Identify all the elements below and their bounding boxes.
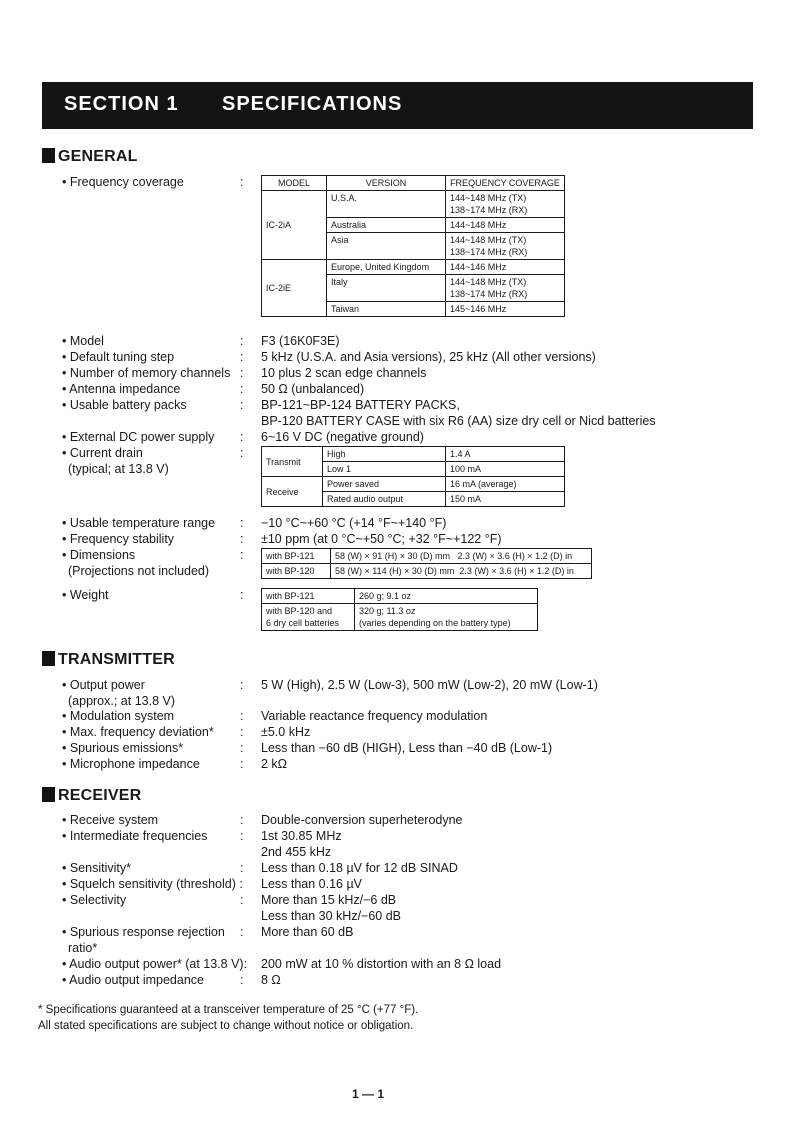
antenna-label: • Antenna impedance: [62, 382, 181, 396]
selectivity-value-2: Less than 30 kHz/−60 dB: [261, 909, 402, 923]
spurious-rejection-sub: ratio*: [68, 941, 98, 955]
weight-label: • Weight: [62, 588, 109, 602]
selectivity-value-1: More than 15 kHz/−6 dB: [261, 893, 397, 907]
intermediate-value-2: 2nd 455 kHz: [261, 845, 332, 859]
footnote-change-notice: All stated specifications are subject to change without notice or obligation.: [38, 1020, 414, 1032]
antenna-value: 50 Ω (unbalanced): [261, 382, 365, 396]
dimensions-label: • Dimensions: [62, 548, 136, 562]
model-label: • Model: [62, 334, 104, 348]
table-row: with BP-120 and 6 dry cell batteries 320 g; 11.3 oz (varies depending on the battery type): [262, 604, 538, 631]
battery-value-1: BP-121~BP-124 BATTERY PACKS,: [261, 398, 460, 412]
audio-impedance-value: 8 Ω: [261, 973, 281, 987]
modulation-label: • Modulation system: [62, 709, 175, 723]
bullet-square-icon: [42, 787, 55, 802]
weight-table: [261, 588, 538, 631]
microphone-value: 2 kΩ: [261, 757, 288, 771]
table-header-row: MODEL VERSION FREQUENCY COVERAGE: [262, 176, 565, 191]
microphone-label: • Microphone impedance: [62, 757, 200, 771]
sensitivity-value: Less than 0.18 µV for 12 dB SINAD: [261, 861, 458, 875]
spurious-value: Less than −60 dB (HIGH), Less than −40 dB (Low-1): [261, 741, 553, 755]
output-power-label: • Output power: [62, 678, 145, 692]
dc-supply-label: • External DC power supply: [62, 430, 215, 444]
intermediate-label: • Intermediate frequencies: [62, 829, 208, 843]
table-row: IC-2iE Europe, United Kingdom 144~146 MHz: [262, 260, 565, 275]
deviation-value: ±5.0 kHz: [261, 725, 311, 739]
model-cell: IC-2iA: [262, 191, 327, 260]
table-row: with BP-120 58 (W) × 114 (H) × 30 (D) mm 2.3 (W) × 3.6 (H) × 1.2 (D) in: [262, 564, 592, 579]
temperature-value: −10 °C~+60 °C (+14 °F~+140 °F): [261, 516, 447, 530]
temperature-label: • Usable temperature range: [62, 516, 216, 530]
current-drain-label: • Current drain: [62, 446, 143, 460]
frequency-stability-label: • Frequency stability: [62, 532, 175, 546]
table-row: Taiwan 145~146 MHz: [262, 302, 565, 317]
table-row: IC-2iA U.S.A. 144~148 MHz (TX) 138~174 MHz (RX): [262, 191, 565, 218]
deviation-label: • Max. frequency deviation*: [62, 725, 214, 739]
table-row: Australia 144~148 MHz: [262, 218, 565, 233]
tuning-step-label: • Default tuning step: [62, 350, 175, 364]
table-row: with BP-121 260 g; 9.1 oz: [262, 589, 538, 604]
table-row: Rated audio output 150 mA: [262, 492, 565, 507]
battery-value-2: BP-120 BATTERY CASE with six R6 (AA) size dry cell or Nicd batteries: [261, 414, 656, 428]
memory-channels-label: • Number of memory channels: [62, 366, 231, 380]
output-power-value: 5 W (High), 2.5 W (Low-3), 500 mW (Low-2), 20 mW (Low-1): [261, 678, 598, 692]
receiver-heading: RECEIVER: [42, 787, 141, 805]
tuning-step-value: 5 kHz (U.S.A. and Asia versions), 25 kHz (All other versions): [261, 350, 596, 364]
model-cell: IC-2iE: [262, 260, 327, 317]
dc-supply-value: 6~16 V DC (negative ground): [261, 430, 424, 444]
general-heading: GENERAL: [42, 148, 138, 166]
frequency-stability-value: ±10 ppm (at 0 °C~+50 °C; +32 °F~+122 °F): [261, 532, 502, 546]
frequency-coverage-table: [261, 175, 565, 317]
squelch-value: Less than 0.16 µV: [261, 877, 363, 891]
audio-power-label: • Audio output power* (at 13.8 V):: [62, 957, 248, 971]
model-value: F3 (16K0F3E): [261, 334, 340, 348]
audio-impedance-label: • Audio output impedance: [62, 973, 204, 987]
current-drain-table: [261, 446, 565, 507]
current-drain-sub: (typical; at 13.8 V): [68, 462, 169, 476]
audio-power-value: 200 mW at 10 % distortion with an 8 Ω load: [261, 957, 502, 971]
receive-system-value: Double-conversion superheterodyne: [261, 813, 463, 827]
table-row: Italy 144~148 MHz (TX) 138~174 MHz (RX): [262, 275, 565, 302]
frequency-coverage-label: • Frequency coverage: [62, 175, 184, 189]
intermediate-value-1: 1st 30.85 MHz: [261, 829, 342, 843]
transmitter-heading: TRANSMITTER: [42, 651, 175, 669]
section-number: SECTION 1: [64, 93, 179, 115]
bullet-square-icon: [42, 651, 55, 666]
dimensions-sub: (Projections not included): [68, 564, 210, 578]
bullet-square-icon: [42, 148, 55, 163]
squelch-label: • Squelch sensitivity (threshold) :: [62, 877, 243, 891]
sensitivity-label: • Sensitivity*: [62, 861, 131, 875]
section-banner: [42, 82, 753, 129]
section-title: SPECIFICATIONS: [222, 93, 403, 115]
spurious-rejection-label: • Spurious response rejection: [62, 925, 225, 939]
table-row: Low 1 100 mA: [262, 462, 565, 477]
modulation-value: Variable reactance frequency modulation: [261, 709, 488, 723]
table-row: Transmit High 1.4 A: [262, 447, 565, 462]
spurious-rejection-value: More than 60 dB: [261, 925, 354, 939]
footnote-temperature: * Specifications guaranteed at a transceiver temperature of 25 °C (+77 °F).: [38, 1004, 419, 1016]
output-power-sub: (approx.; at 13.8 V): [68, 694, 176, 708]
spurious-label: • Spurious emissions*: [62, 741, 184, 755]
memory-channels-value: 10 plus 2 scan edge channels: [261, 366, 427, 380]
receive-system-label: • Receive system: [62, 813, 159, 827]
table-row: Asia 144~148 MHz (TX) 138~174 MHz (RX): [262, 233, 565, 260]
battery-label: • Usable battery packs: [62, 398, 187, 412]
selectivity-label: • Selectivity: [62, 893, 127, 907]
page-number: 1 — 1: [352, 1087, 385, 1101]
dimensions-table: [261, 548, 592, 579]
table-row: with BP-121 58 (W) × 91 (H) × 30 (D) mm 2.3 (W) × 3.6 (H) × 1.2 (D) in: [262, 549, 592, 564]
table-row: Receive Power saved 16 mA (average): [262, 477, 565, 492]
